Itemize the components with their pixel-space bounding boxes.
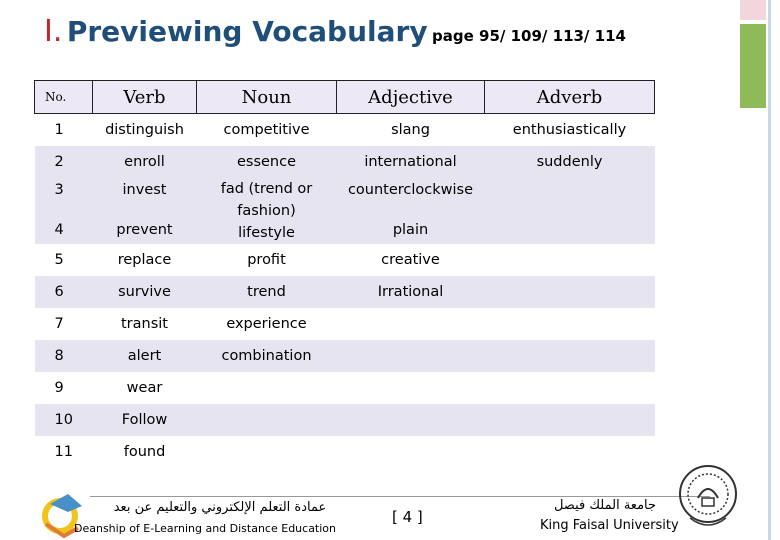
cell-adjective: Irrational bbox=[337, 276, 485, 308]
cell-verb: distinguish bbox=[93, 114, 197, 146]
cell-adverb bbox=[485, 372, 655, 404]
cell-noun: competitive bbox=[197, 114, 337, 146]
cell-no: 7 bbox=[35, 308, 93, 340]
header-no: No. bbox=[35, 81, 93, 114]
cell-adjective bbox=[337, 404, 485, 436]
cell-adverb bbox=[485, 178, 655, 215]
title-main: Previewing Vocabulary bbox=[66, 15, 428, 48]
corner-pink-block bbox=[740, 0, 766, 20]
cell-noun: fad (trend or fashion) bbox=[220, 180, 313, 219]
cell-noun bbox=[197, 436, 337, 468]
table-row bbox=[35, 404, 655, 436]
footer-university-arabic: جامعة الملك فيصل bbox=[553, 498, 657, 513]
cell-no: 11 bbox=[35, 436, 93, 468]
cell-verb: found bbox=[93, 436, 197, 468]
cell-no: 2 bbox=[35, 146, 93, 178]
cell-verb: Follow bbox=[93, 404, 197, 436]
table-row bbox=[35, 244, 655, 276]
cell-adverb bbox=[485, 340, 655, 372]
table-row bbox=[35, 436, 655, 468]
header-noun: Noun bbox=[197, 81, 337, 114]
cell-no: 6 bbox=[35, 276, 93, 308]
cell-no: 3 bbox=[35, 178, 93, 215]
vocabulary-table bbox=[34, 80, 655, 468]
cell-no: 4 bbox=[35, 215, 93, 244]
cell-adverb bbox=[485, 308, 655, 340]
table-row bbox=[35, 308, 655, 340]
cell-adjective: counterclockwise bbox=[337, 178, 485, 215]
table-header-row bbox=[35, 81, 655, 114]
header-adverb: Adverb bbox=[485, 81, 655, 114]
cell-adverb bbox=[485, 436, 655, 468]
cell-noun: experience bbox=[197, 308, 337, 340]
cell-adjective bbox=[337, 308, 485, 340]
header-adjective: Adjective bbox=[337, 81, 485, 114]
cell-adjective bbox=[337, 436, 485, 468]
cell-verb: prevent bbox=[93, 215, 197, 244]
table-row bbox=[35, 146, 655, 178]
footer-university-english: King Faisal University bbox=[540, 518, 679, 533]
cell-adverb: suddenly bbox=[485, 146, 655, 178]
cell-adverb: enthusiastically bbox=[485, 114, 655, 146]
table-row bbox=[35, 178, 655, 215]
cell-adverb bbox=[485, 244, 655, 276]
cell-verb: wear bbox=[93, 372, 197, 404]
cell-adjective bbox=[337, 340, 485, 372]
cell-adjective: plain bbox=[337, 215, 485, 244]
cell-noun: profit bbox=[197, 244, 337, 276]
cell-adverb bbox=[485, 215, 655, 244]
footer-deanship-english: Deanship of E-Learning and Distance Education bbox=[74, 522, 337, 535]
cell-adjective: slang bbox=[337, 114, 485, 146]
cell-no: 1 bbox=[35, 114, 93, 146]
table-row bbox=[35, 340, 655, 372]
cell-noun-merged bbox=[197, 178, 337, 244]
corner-green-block bbox=[740, 24, 766, 108]
cell-adjective: creative bbox=[337, 244, 485, 276]
footer-deanship-arabic: عمادة التعلم الإلكتروني والتعليم عن بعد bbox=[113, 500, 327, 515]
cell-no: 10 bbox=[35, 404, 93, 436]
table-row bbox=[35, 372, 655, 404]
cell-no: 9 bbox=[35, 372, 93, 404]
cell-noun: lifestyle bbox=[238, 224, 295, 241]
table-row bbox=[35, 114, 655, 146]
title-roman-numeral: I. bbox=[44, 14, 63, 49]
cell-verb: alert bbox=[93, 340, 197, 372]
cell-verb: invest bbox=[93, 178, 197, 215]
cell-verb: transit bbox=[93, 308, 197, 340]
table-row bbox=[35, 276, 655, 308]
cell-noun: combination bbox=[197, 340, 337, 372]
page-title bbox=[44, 14, 626, 49]
cell-noun bbox=[197, 404, 337, 436]
header-verb: Verb bbox=[93, 81, 197, 114]
cell-verb: replace bbox=[93, 244, 197, 276]
title-page-refs: page 95/ 109/ 113/ 114 bbox=[432, 27, 626, 45]
page-number: [ 4 ] bbox=[392, 508, 423, 526]
table-row bbox=[35, 215, 655, 244]
cell-verb: survive bbox=[93, 276, 197, 308]
cell-adjective: international bbox=[337, 146, 485, 178]
footer-divider bbox=[90, 496, 710, 497]
cell-no: 8 bbox=[35, 340, 93, 372]
cell-adjective bbox=[337, 372, 485, 404]
right-edge-line bbox=[768, 0, 771, 540]
cell-noun: trend bbox=[197, 276, 337, 308]
cell-verb: enroll bbox=[93, 146, 197, 178]
cell-adverb bbox=[485, 276, 655, 308]
university-seal-icon bbox=[676, 462, 740, 536]
cell-noun bbox=[197, 372, 337, 404]
cell-noun: essence bbox=[197, 146, 337, 178]
cell-no: 5 bbox=[35, 244, 93, 276]
cell-adverb bbox=[485, 404, 655, 436]
